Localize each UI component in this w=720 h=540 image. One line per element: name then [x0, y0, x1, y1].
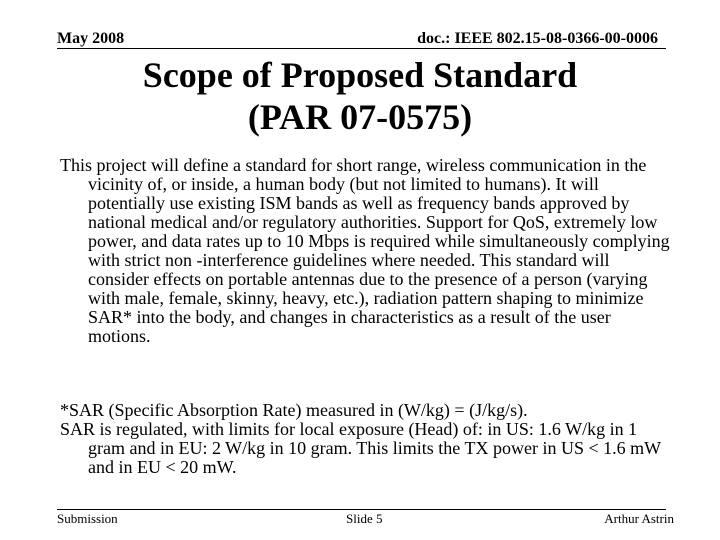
- header-doc-id: doc.: IEEE 802.15-08-0366-00-0006: [417, 30, 658, 47]
- header-date: May 2008: [57, 30, 125, 47]
- footer-divider: [57, 509, 666, 510]
- scope-paragraph-block: [60, 156, 670, 346]
- footer-author: Arthur Astrin: [604, 511, 674, 526]
- header-divider: [57, 48, 666, 49]
- slide-title-line-2: (PAR 07-0575): [247, 97, 473, 137]
- scope-paragraph: This project will define a standard for short range, wireless communication in the vicinity of, or inside, a human body (but not limited to humans). It will potentially use existing ISM bands as well as frequency bands approved by national medical and/or regulatory authorities. Support for QoS, extremely low power, and data rates up to 10 Mbps is required while simultaneously complying with strict non -interference guidelines where needed. This standard will consider effects on portable antennas due to the presence of a person (varying with male, female, skinny, heavy, etc.), radiation pattern shaping to minimize SAR* into the body, and changes in characteristics as a result of the user motions.: [60, 155, 670, 346]
- sar-paragraph-block: [60, 401, 670, 477]
- slide-title-line-1: Scope of Proposed Standard: [142, 55, 578, 95]
- sar-definition: *SAR (Specific Absorption Rate) measured in (W/kg) = (J/kg/s).: [60, 400, 528, 420]
- footer-submission: Submission: [57, 511, 118, 526]
- slide-title: [60, 54, 660, 138]
- sar-regulation-paragraph: SAR is regulated, with limits for local exposure (Head) of: in US: 1.6 W/kg in 1 gram and in EU: 2 W/kg in 10 gram. This limits the TX power in US < 1.6 mW and in EU < 20 mW.: [60, 419, 661, 477]
- footer-slide-number: Slide 5: [346, 511, 383, 526]
